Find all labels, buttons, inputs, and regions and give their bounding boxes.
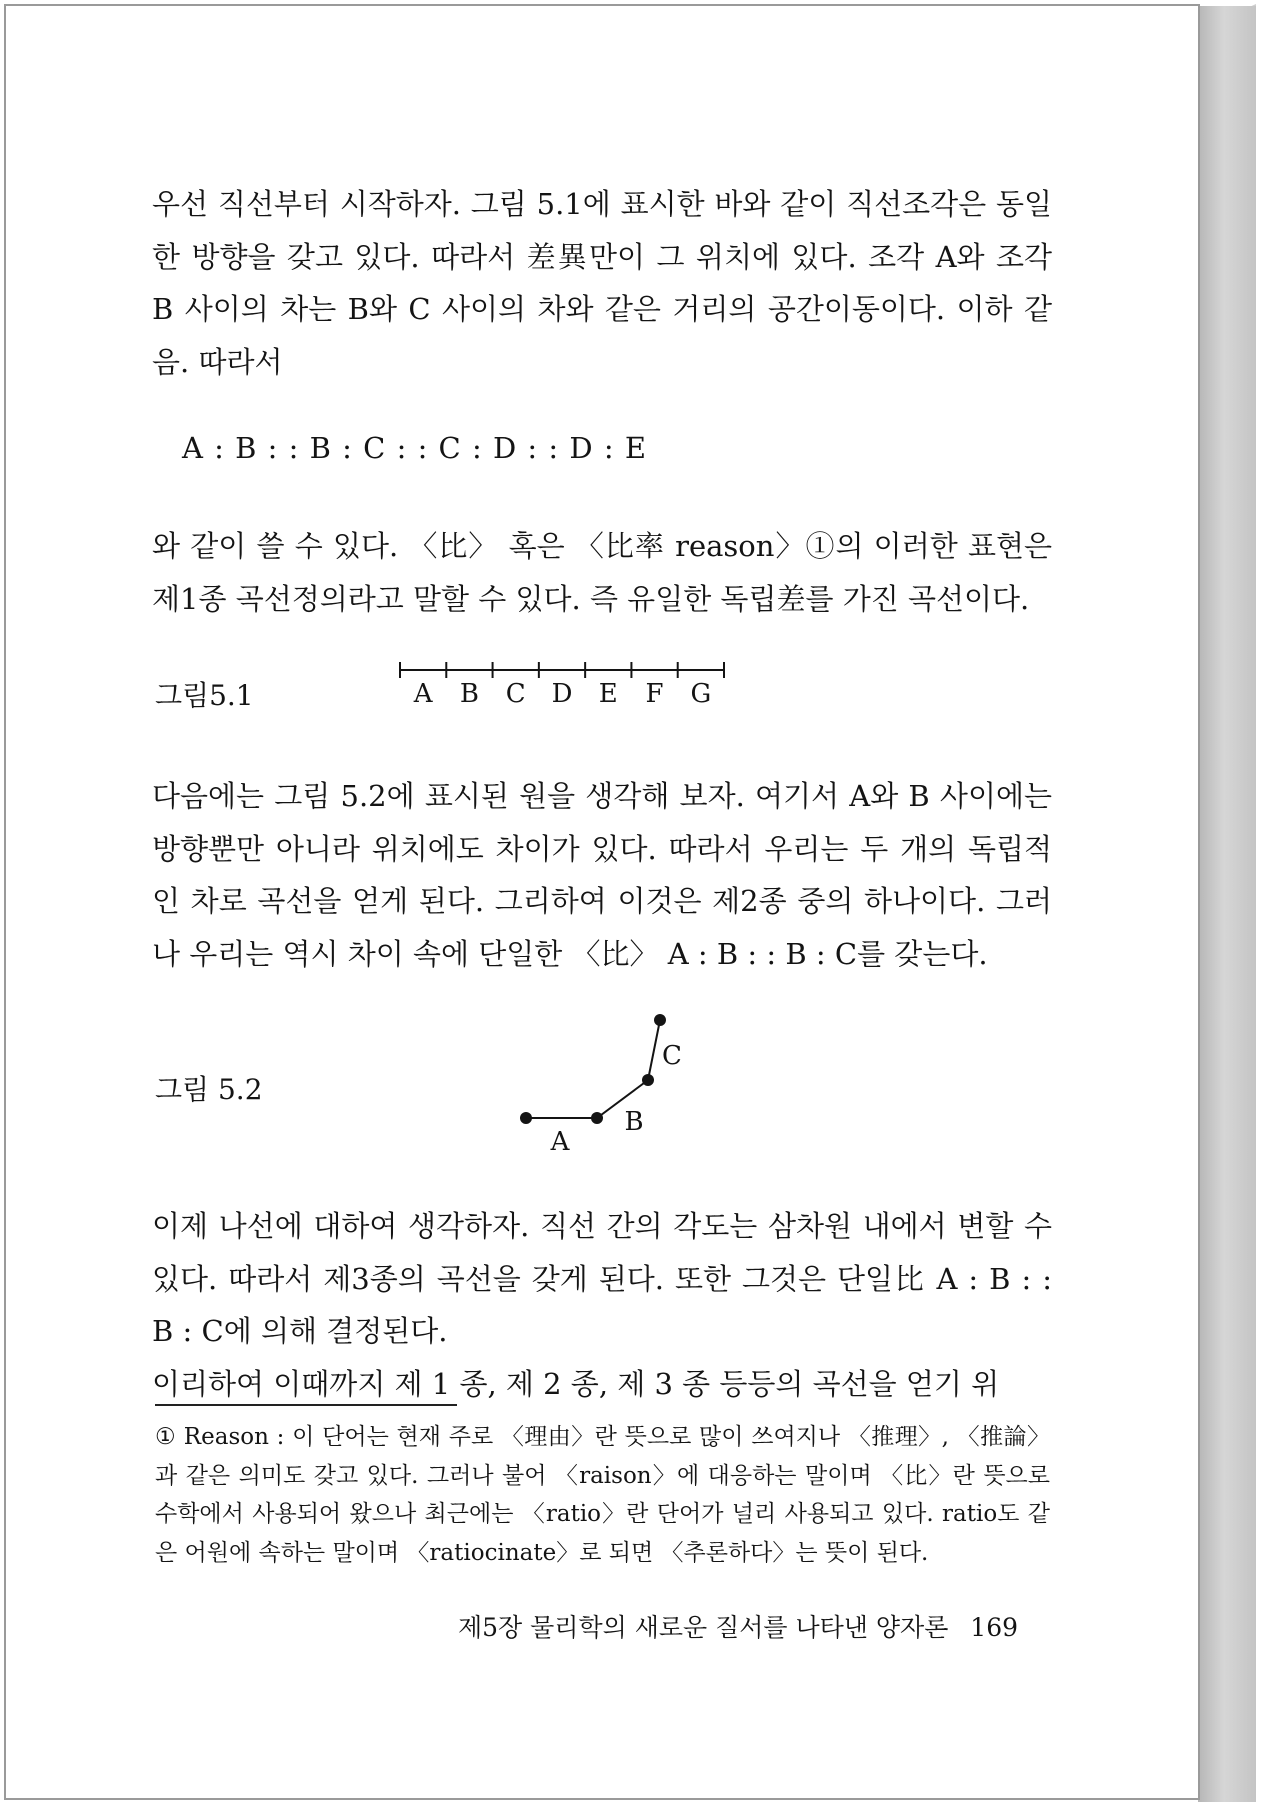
figure-5-2-segment-label: B (624, 1107, 644, 1137)
figure-5-1-segment-label: E (598, 679, 618, 709)
figure-5-2-segment-label: A (550, 1127, 570, 1157)
paragraph-circle: 다음에는 그림 5.2에 표시된 원을 생각해 보자. 여기서 A와 B 사이에는 방향뿐만 아니라 위치에도 차이가 있다. 따라서 우리는 두 개의 독립적인 차로 곡선을 얻게 된다. 그리하여 이것은 제2종 중의 하나이다. 그러나 우리는 역시 차이 속에 단일한 〈比〉 A : B : : B : C를 갖는다. (152, 779, 1052, 971)
figure-5-1-segment-label: D (551, 679, 573, 709)
running-title: 제5장 물리학의 새로운 질서를 나타낸 양자론 (458, 1613, 949, 1642)
figure-5-1-segment-label: C (505, 679, 526, 709)
figure-5-1-segment-label: A (413, 679, 433, 709)
footnote-reason: ① Reason : 이 단어는 현재 주로 〈理由〉란 뜻으로 많이 쓰여지나 〈推理〉, 〈推論〉과 같은 의미도 갖고 있다. 그러나 불어 〈raison〉에 대응하는 말이며 〈比〉란 뜻으로 수학에서 사용되어 왔으나 최근에는 〈ratio〉란 단어가 널리 사용되고 있다. ratio도 같은 어원에 속하는 말이며 〈ratiocinate〉로 되면 〈추론하다〉는 뜻이 된다. (155, 1424, 1050, 1566)
paragraph-continuation: 이리하여 이때까지 제 1 종, 제 2 종, 제 3 종 등등의 곡선을 얻기 위 (152, 1367, 1000, 1401)
figure-5-2-caption: 그림 5.2 (155, 1073, 263, 1106)
figure-5-2-bent-line-diagram (500, 1010, 700, 1160)
figure-5-2-vertex-dot (591, 1112, 603, 1124)
figure-5-2-vertex-dot (654, 1014, 666, 1026)
figure-5-2-segment-label: C (662, 1041, 682, 1071)
paragraph-straight-line: 우선 직선부터 시작하자. 그림 5.1에 표시한 바와 같이 직선조각은 동일한 방향을 갖고 있다. 따라서 差異만이 그 위치에 있다. 조각 A와 조각 B 사이의 차는 B와 C 사이의 차와 같은 거리의 공간이동이다. 이하 같음. 따라서 (152, 187, 1052, 379)
page-number: 169 (970, 1613, 1019, 1642)
figure-5-1-segment-label: B (459, 679, 479, 709)
figure-5-2-polyline (526, 1020, 660, 1118)
figure-5-2-vertex-dot (520, 1112, 532, 1124)
book-spine (1198, 6, 1256, 1802)
paragraph-spiral: 이제 나선에 대하여 생각하자. 직선 간의 각도는 삼차원 내에서 변할 수 있다. 따라서 제3종의 곡선을 갖게 된다. 또한 그것은 단일比 A : B : : B : C에 의해 결정된다. (152, 1209, 1052, 1348)
paragraph-first-kind-curve: 와 같이 쓸 수 있다. 〈比〉 혹은 〈比率 reason〉①의 이러한 표현은 제1종 곡선정의라고 말할 수 있다. 즉 유일한 독립差를 가진 곡선이다. (152, 529, 1052, 616)
figure-5-2-vertex-dot (642, 1074, 654, 1086)
figure-5-1-segment-label: F (645, 679, 664, 709)
figure-5-1-segment-label: G (690, 679, 712, 709)
page-footer (458, 1608, 1018, 1648)
figure-5-1-line-diagram (390, 654, 740, 714)
figure-5-1-caption: 그림5.1 (155, 679, 254, 712)
footnote-divider (155, 1404, 457, 1406)
ratio-equation: A : B : : B : C : : C : D : : D : E (182, 431, 648, 465)
